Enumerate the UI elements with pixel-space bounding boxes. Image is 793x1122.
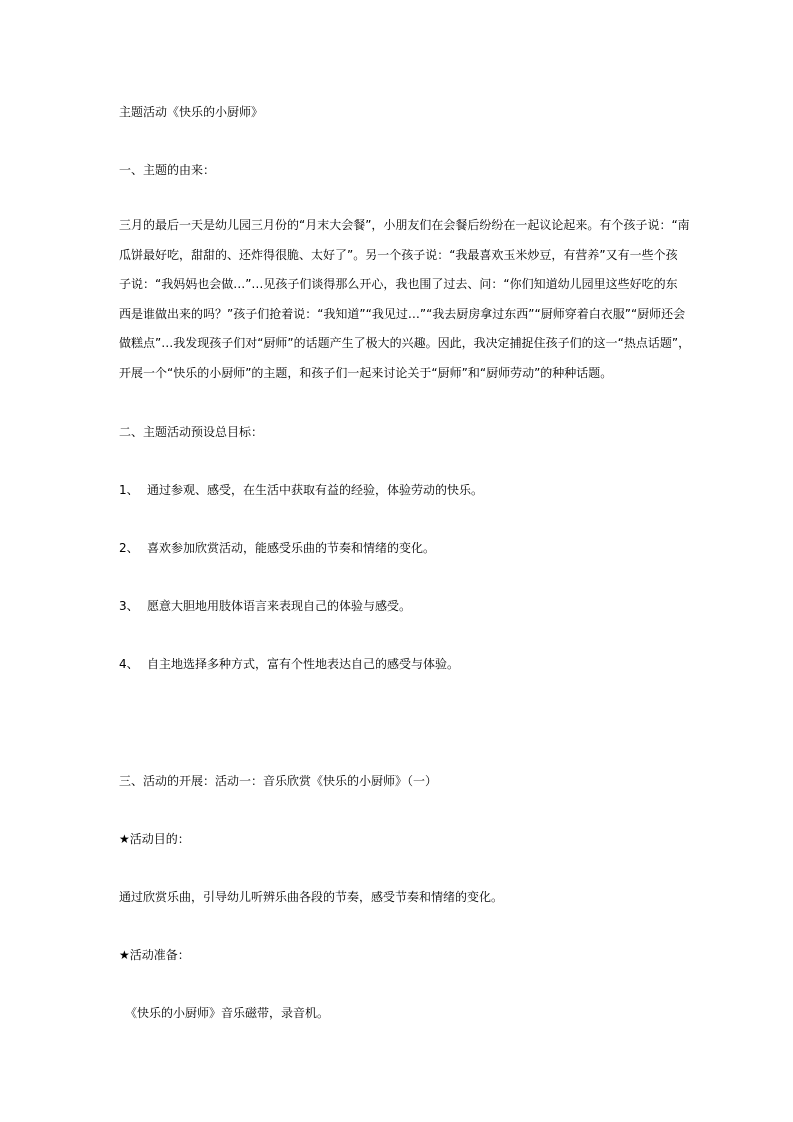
goal-text: 通过参观、感受，在生活中获取有益的经验，体验劳动的快乐。 (147, 483, 484, 497)
goal-text: 愿意大胆地用肢体语言来表现自己的体验与感受。 (147, 599, 412, 613)
purpose-heading: ★活动目的： (119, 832, 190, 846)
purpose-text: 通过欣赏乐曲，引导幼儿听辨乐曲各段的节奏，感受节奏和情绪的变化。 (119, 890, 504, 904)
goal-text: 自主地选择多种方式，富有个性地表达自己的感受与体验。 (147, 657, 460, 671)
goal-text: 喜欢参加欣赏活动，能感受乐曲的节奏和情绪的变化。 (147, 541, 436, 555)
goal-item (119, 482, 483, 498)
origin-paragraph (119, 211, 691, 388)
goal-item (119, 656, 459, 672)
goal-number: 3、 (119, 599, 139, 613)
goal-item (119, 598, 411, 614)
origin-line: 西是谁做出来的吗？”孩子们抢着说：“我知道”“我见过…”“我去厨房拿过东西”“厨师穿着白衣服”“厨师还会 (119, 306, 686, 321)
origin-line: 开展一个“快乐的小厨师”的主题，和孩子们一起来讨论关于“厨师”和“厨师劳动”的种种话题。 (119, 365, 613, 380)
origin-line: 做糕点”…我发现孩子们对“厨师”的话题产生了极大的兴趣。因此，我决定捕捉住孩子们的这一“热点话题”， (119, 336, 691, 350)
origin-line: 子说：“我妈妈也会做…”…见孩子们谈得那么开心，我也围了过去、问：“你们知道幼儿园里这些好吃的东 (119, 277, 678, 291)
goal-number: 2、 (119, 541, 139, 555)
goal-item (119, 540, 435, 556)
goal-number: 4、 (119, 657, 139, 671)
goal-number: 1、 (119, 483, 139, 497)
section-heading-goals: 二、主题活动预设总目标： (119, 425, 264, 439)
origin-line: 瓜饼最好吃，甜甜的、还炸得很脆、太好了”。另一个孩子说：“我最喜欢玉米炒豆，有营养”又有一些个孩 (119, 247, 678, 262)
section-heading-activities: 三、活动的开展：活动一：音乐欣赏《快乐的小厨师》（一） (119, 774, 438, 788)
prep-heading: ★活动准备： (119, 948, 190, 962)
document-title: 主题活动《快乐的小厨师》 (119, 105, 264, 119)
origin-line: 三月的最后一天是幼儿园三月份的“月末大会餐”，小朋友们在会餐后纷纷在一起议论起来。有个孩子说：“南 (119, 218, 690, 232)
section-heading-origin: 一、主题的由来： (119, 163, 216, 177)
prep-text: 《快乐的小厨师》音乐磁带，录音机。 (125, 1006, 330, 1020)
